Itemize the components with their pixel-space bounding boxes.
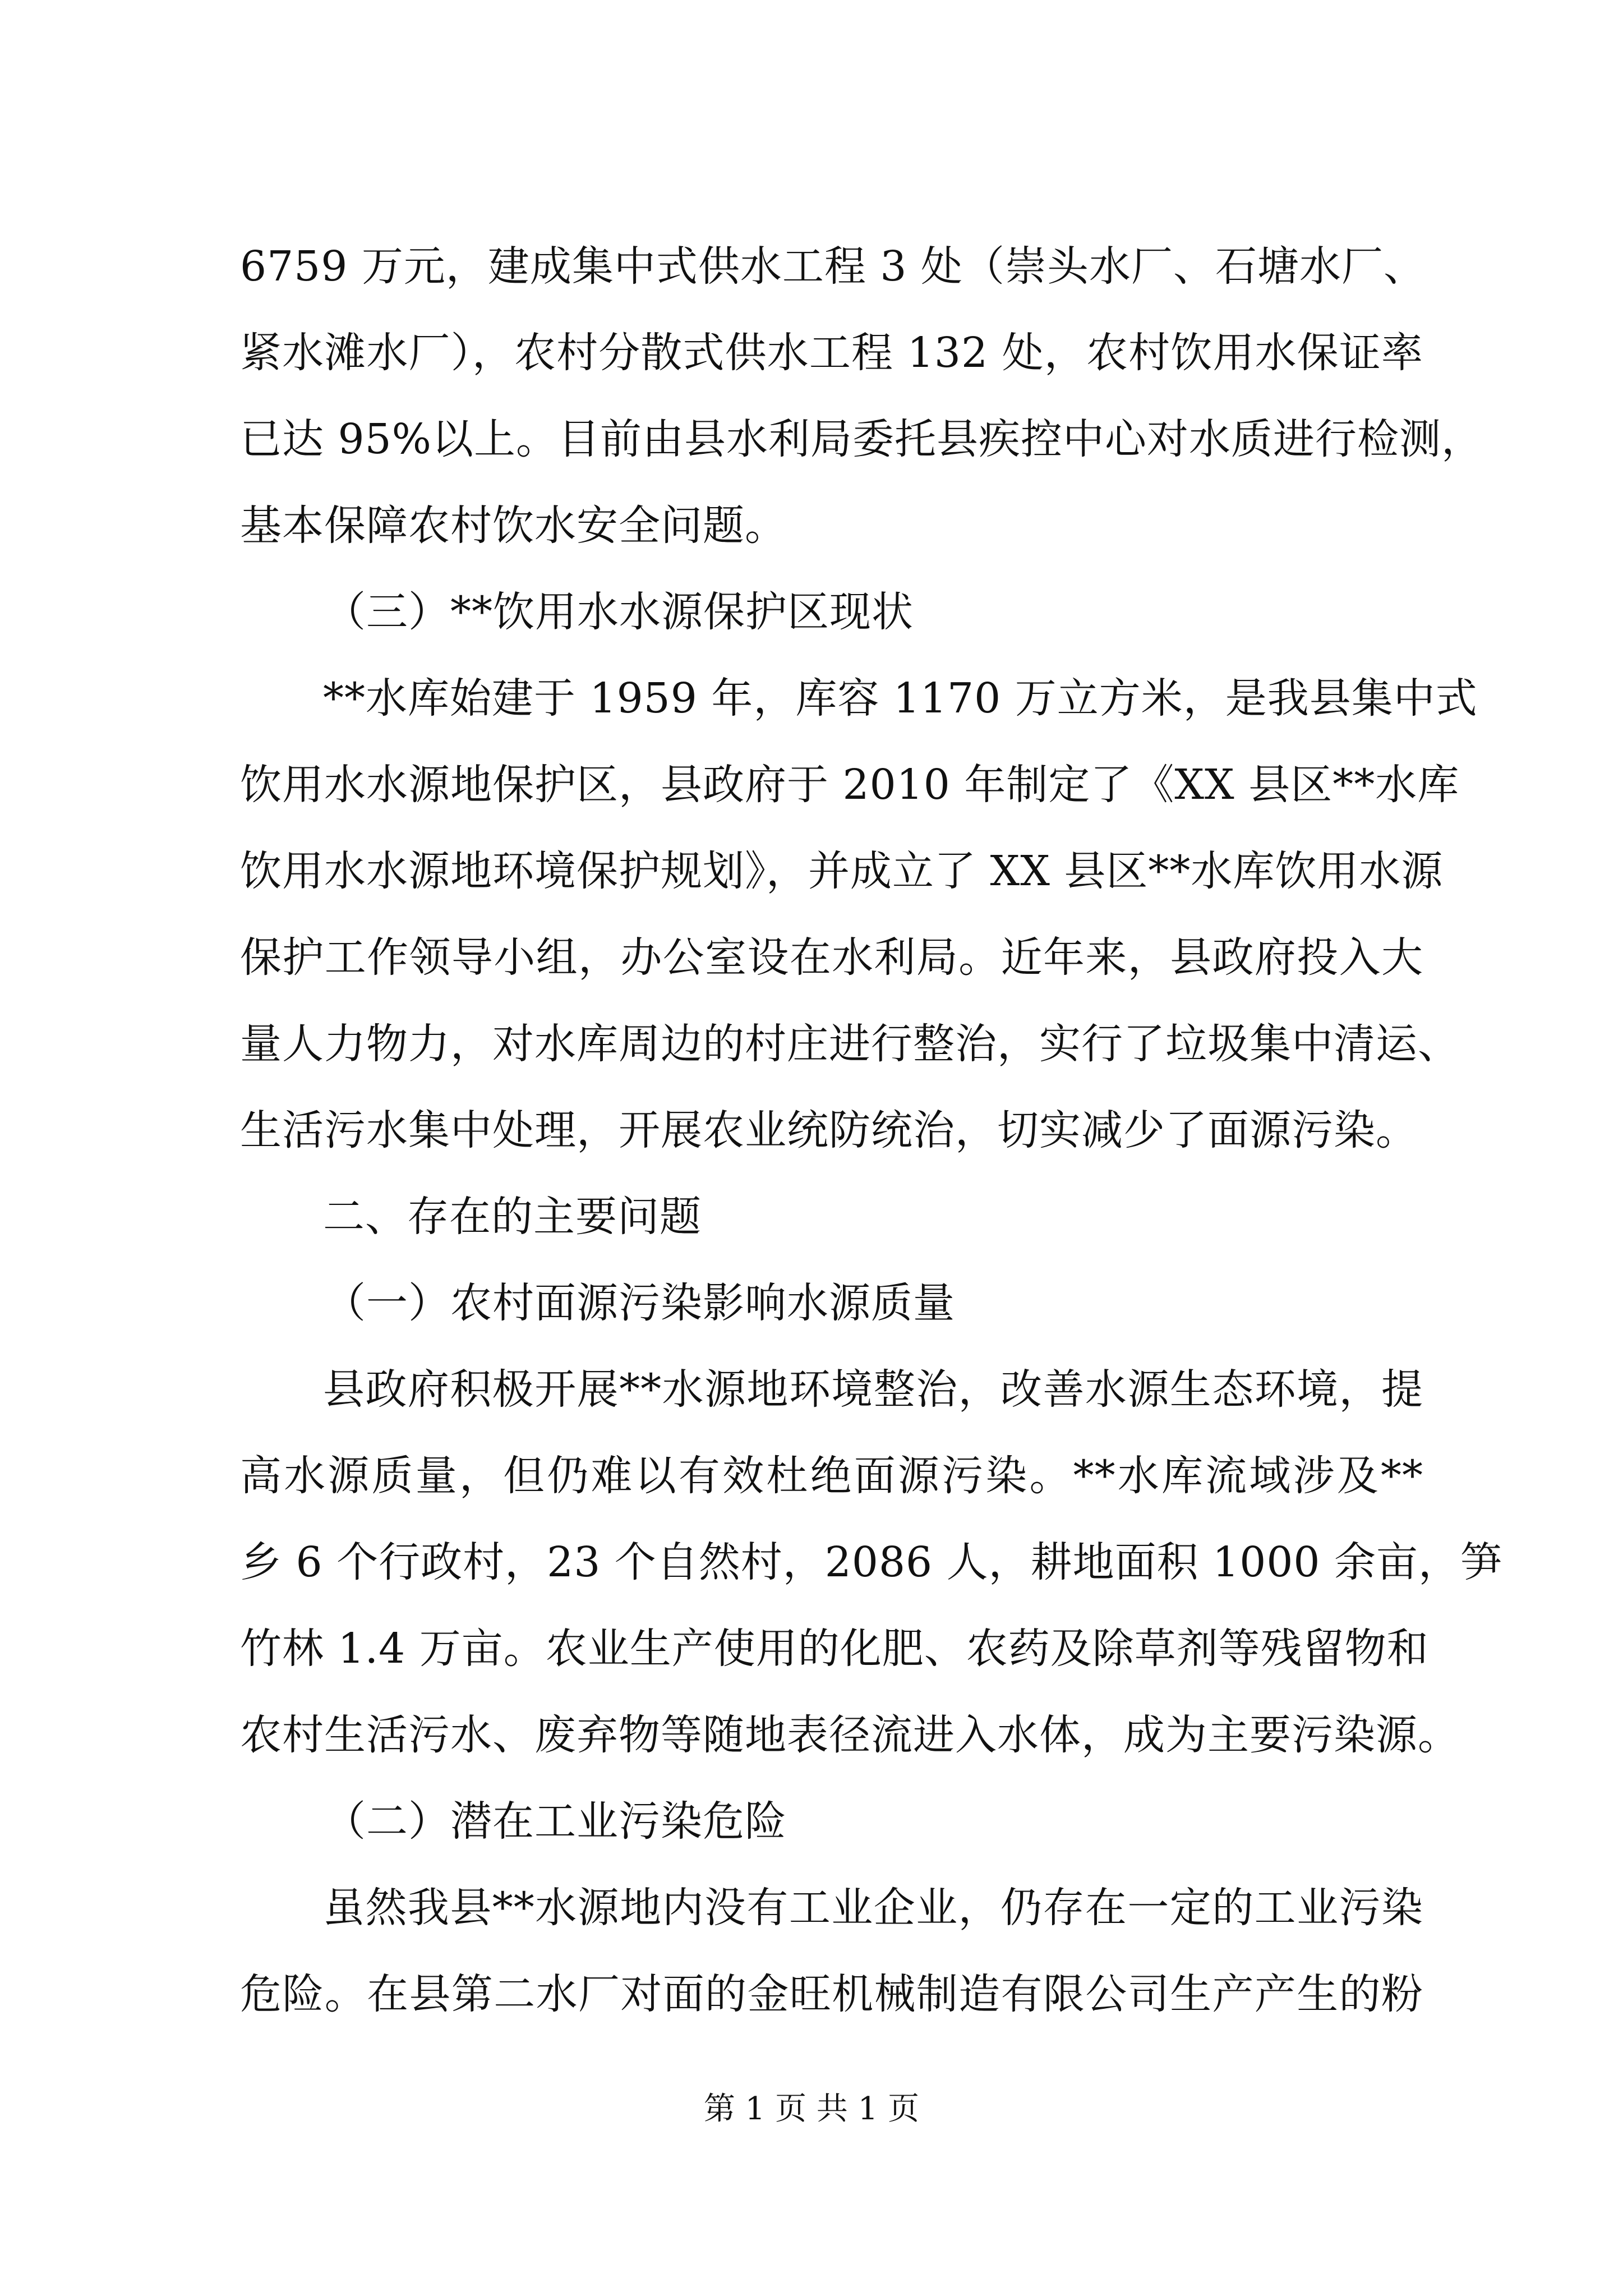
paragraph-line: 量人力物力，对水库周边的村庄进行整治，实行了垃圾集中清运、 [240, 1020, 1460, 1068]
paragraph-line: 危险。在县第二水厂对面的金旺机械制造有限公司生产产生的粉 [240, 1970, 1423, 2018]
paragraph-line: 紧水滩水厂），农村分散式供水工程 132 处，农村饮用水保证率 [240, 329, 1423, 377]
page-number-footer: 第 1 页 共 1 页 [703, 2091, 920, 2127]
paragraph-line: 基本保障农村饮水安全问题。 [240, 501, 787, 550]
paragraph-line: 生活污水集中处理，开展农业统防统治，切实减少了面源污染。 [240, 1106, 1418, 1154]
subsection-heading: （二）潜在工业污染危险 [324, 1797, 787, 1846]
paragraph-line: 乡 6 个行政村，23 个自然村，2086 人，耕地面积 1000 余亩，笋 [240, 1538, 1503, 1586]
paragraph-line: 6759 万元，建成集中式供水工程 3 处（崇头水厂、石塘水厂、 [240, 242, 1426, 291]
subsection-heading: （一）农村面源污染影响水源质量 [324, 1279, 955, 1327]
paragraph-line: 县政府积极开展**水源地环境整治，改善水源生态环境，提 [323, 1365, 1423, 1414]
paragraph-line: 农村生活污水、废弃物等随地表径流进入水体，成为主要污染源。 [240, 1711, 1460, 1759]
paragraph-line: 保护工作领导小组，办公室设在水利局。近年来，县政府投入大 [240, 933, 1423, 982]
paragraph-line: **水库始建于 1959 年，库容 1170 万立方米，是我县集中式 [323, 674, 1478, 723]
paragraph-line: 竹林 1.4 万亩。农业生产使用的化肥、农药及除草剂等残留物和 [240, 1625, 1429, 1673]
paragraph-line: 高水源质量，但仍难以有效杜绝面源污染。**水库流域涉及** [240, 1452, 1423, 1500]
paragraph-line: 饮用水水源地环境保护规划》，并成立了 XX 县区**水库饮用水源 [240, 847, 1444, 895]
document-body [240, 223, 1503, 2037]
paragraph-line: 饮用水水源地保护区，县政府于 2010 年制定了《XX 县区**水库 [240, 761, 1460, 809]
paragraph-line: 已达 95%以上。目前由县水利局委托县疾控中心对水质进行检测， [240, 415, 1483, 463]
section-heading: （三）**饮用水水源保护区现状 [324, 588, 914, 636]
paragraph-line: 虽然我县**水源地内没有工业企业，仍存在一定的工业污染 [323, 1884, 1423, 1932]
section-heading: 二、存在的主要问题 [323, 1193, 702, 1241]
